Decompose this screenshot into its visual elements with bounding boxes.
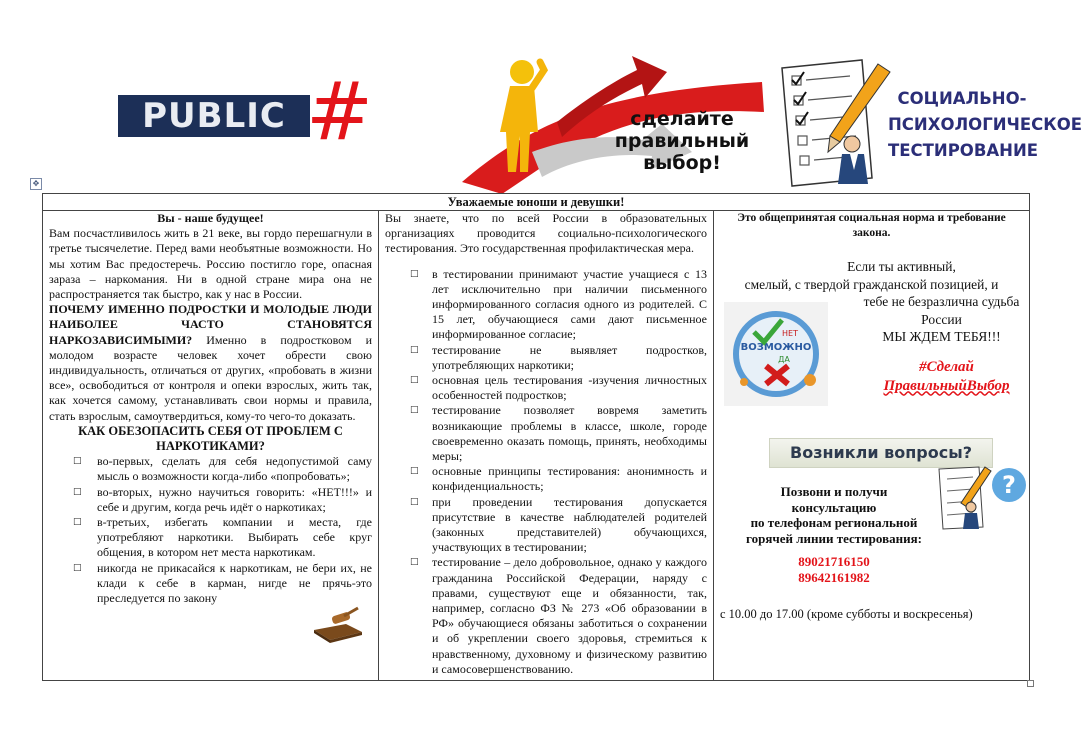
choice-line-3: выбор! [643, 152, 721, 174]
table-heading: Уважаемые юноши и девушки! [43, 194, 1029, 211]
col2-intro: Вы знаете, что по всей России в образовательных организациях проводится социально-психологического тестирования. Это государственная профилактическая мера. [385, 211, 707, 256]
col1-intro: Вам посчастливилось жить в 21 веке, вы гордо перешагнули в третье тысячелетие. Перед вами необъятные возможности. Но мы хотим Вас предостеречь. Россию постигло горе, опасная зараза – наркомания. Ни в одной стране мира она не распространяется так быстро, как у нас в России. [49, 226, 372, 302]
hashtag-line-2: ПравильныйВыбор [883, 377, 1010, 394]
active-line: Если ты активный, [847, 259, 956, 274]
active-line: тебе не безразлична судьба [863, 294, 1020, 309]
call-line: горячей линии тестирования: [746, 530, 922, 546]
phone-number-1: 89021716150 [798, 554, 870, 569]
active-line: смелый, с твердой гражданской позицией, и [744, 276, 999, 292]
call-line: по телефонам региональной [750, 515, 918, 530]
column-future [43, 210, 379, 680]
question-help-icon [935, 465, 1027, 531]
col2-bullet: □ основные принципы тестирования: анонимность и конфиденциальность; [385, 464, 707, 494]
call-block [720, 484, 948, 585]
hashtag-line-1: #Сделай [919, 358, 974, 375]
stop-label-no: НЕТ [782, 329, 798, 338]
questions-banner: Возникли вопросы? [769, 438, 993, 468]
col1-protect-title: КАК ОБЕЗОПАСИТЬ СЕБЯ ОТ ПРОБЛЕМ С НАРКОТИКАМИ? [78, 423, 343, 454]
col1-why-heading: ПОЧЕМУ ИМЕННО ПОДРОСТКИ И МОЛОДЫЕ ЛЮДИ НАИБОЛЕЕ ЧАСТО СТАНОВЯТСЯ НАРКОЗАВИСИМЫМИ? [49, 302, 372, 347]
column-testing-facts [379, 210, 714, 680]
column-contacts [714, 210, 1029, 680]
soc-title-line-1: СОЦИАЛЬНО- [897, 89, 1027, 108]
phone-number-2: 89642161982 [798, 569, 870, 585]
law-book-gavel-icon [310, 606, 366, 644]
col1-bullet: □ во-первых, сделать для себя недопустимой саму мысль о возможности когда-либо «попробовать»; [49, 454, 372, 484]
call-line: Позвони и получи [780, 484, 888, 499]
soc-title-line-2: ПСИХОЛОГИЧЕСКОЕ [888, 115, 1082, 134]
col1-title: Вы - наше будущее! [157, 211, 264, 225]
choice-line-2: правильный [614, 130, 750, 152]
public-logo: PUBLIC [118, 95, 310, 137]
col3-norm: Это общепринятая социальная норма и требование закона. [737, 212, 1006, 240]
test-document-pencil-illustration [778, 58, 896, 188]
table-move-handle-icon[interactable]: ✥ [30, 178, 42, 190]
col2-bullet: □ при проведении тестирования допускается присутствие в качестве наблюдателей родителей (законных представителей) обучающихся, участвующих в тестировании; [385, 495, 707, 556]
svg-text:?: ? [1002, 471, 1016, 499]
col1-bullet: □ в-третьих, избегать компании и места, где употребляют наркотики. Выбирать себе круг общения, в котором нет места наркотикам. [49, 515, 372, 561]
stop-label-yes: ДА [778, 355, 790, 364]
col1-why-paragraph [49, 302, 372, 424]
right-choice-text [612, 108, 752, 174]
col2-bullet: □ основная цель тестирования -изучения личностных особенностей подростков; [385, 373, 707, 403]
col2-bullet: □ тестирование не выявляет подростков, употребляющих наркотики; [385, 343, 707, 373]
public-hash-symbol: # [306, 65, 374, 158]
col2-bullet: □ тестирование позволяет вовремя заметить возникающие проблемы в классе, школе, городе своевременно оказать помощь, принять, необходимы меры; [385, 403, 707, 464]
col2-bullet: □ тестирование – дело добровольное, однако у каждого гражданина Российской Федерации, наряду с правами, существуют еще и обязанности, так, например, согласно ФЗ № 273 «Об образовании в РФ» обучающиеся обязаны заботиться о сохранении и об укреплении своего здоровья, стремиться к нравственному, духовному и физическому развитию и самосовершенствованию. [385, 555, 707, 677]
col1-bullet: □ во-вторых, нужно научиться говорить: «НЕТ!!!» и себе и другим, когда речь идёт о наркотиках; [49, 485, 372, 515]
active-line: России [921, 311, 962, 327]
col2-bullet: □ в тестировании принимают участие учащиеся с 13 лет исключительно при наличии письменного информированного согласия одного из родителей. С 15 лет, обучающиеся сами дают письменное информированное согласие; [385, 267, 707, 343]
col1-bullet: □ никогда не прикасайся к наркотикам, не бери их, не клади к себе в карман, нигде не прячь-это преследуется по закону [49, 561, 372, 607]
no-maybe-yes-choice-icon [724, 302, 828, 406]
table-resize-handle[interactable] [1027, 680, 1034, 687]
choice-line-1: сделайте [630, 108, 734, 130]
soc-title-line-3: ТЕСТИРОВАНИЕ [888, 141, 1039, 160]
info-table [42, 193, 1030, 681]
active-line: МЫ ЖДЕМ ТЕБЯ!!! [882, 329, 1001, 344]
stop-label-maybe: ВОЗМОЖНО [740, 342, 812, 353]
hotline-hours: с 10.00 до 17.00 (кроме субботы и воскресенья) [720, 607, 973, 621]
call-line: консультацию [791, 499, 877, 515]
col1-why-text: Именно в подростковом и молодом возрасте человек хочет обрести свою индивидуальность, отличаться от других, «пробовать в жизни все», освободиться от контроля и опеки взрослых, жить так, как хочется самому, устанавливать свои нормы и правила, стать взрослым, самоутвердиться, кому-то чего-то доказать. [49, 332, 372, 423]
socio-psychological-testing-title [888, 86, 1082, 164]
